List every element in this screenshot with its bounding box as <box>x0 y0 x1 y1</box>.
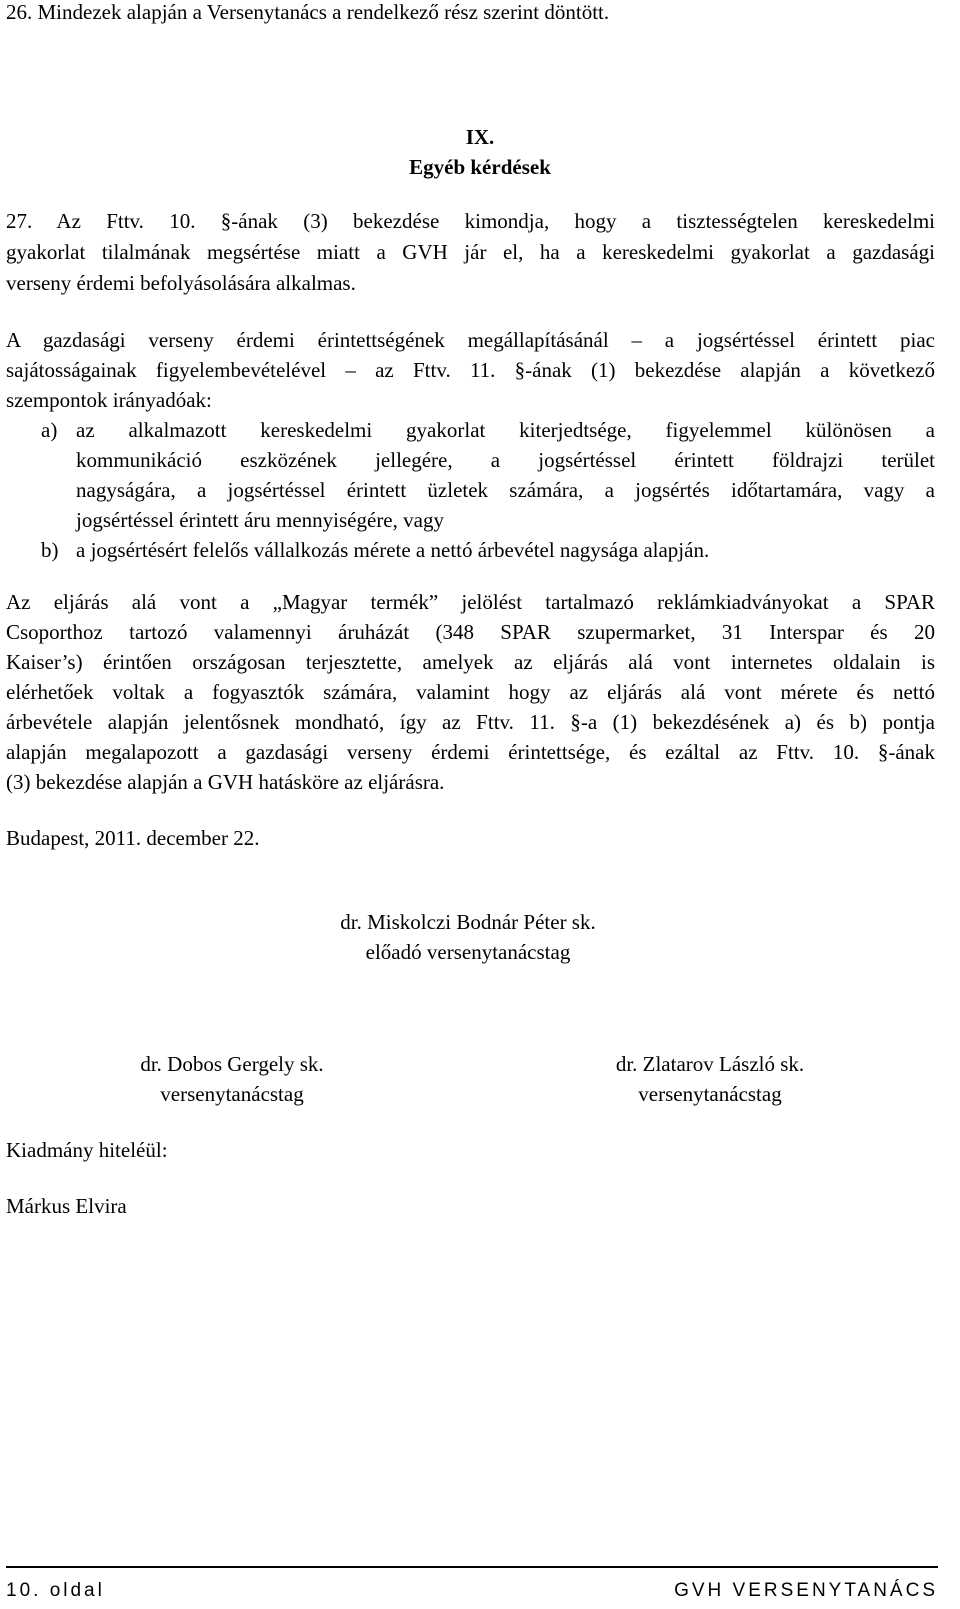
certifier-name: Márkus Elvira <box>6 1194 127 1218</box>
rapporteur-role: előadó versenytanácstag <box>365 940 571 964</box>
spar-paragraph-line: elérhetőek voltak a fogyasztók számára, valamint hogy az eljárás alá vont mérete és nettó <box>6 680 935 704</box>
footer-rule <box>6 1566 938 1568</box>
list-marker-b: b) <box>41 538 59 562</box>
rapporteur-name: dr. Miskolczi Bodnár Péter sk. <box>340 910 596 934</box>
spar-paragraph-line: Az eljárás alá vont a „Magyar termék” jelölést tartalmazó reklámkiadványokat a SPAR <box>6 590 935 614</box>
list-item-a-line: kommunikáció eszközének jellegére, a jogsértéssel érintett földrajzi terület <box>76 448 935 472</box>
paragraph-27-line: verseny érdemi befolyásolására alkalmas. <box>6 271 356 295</box>
member1-role: versenytanácstag <box>160 1082 304 1106</box>
member1-name: dr. Dobos Gergely sk. <box>140 1052 324 1076</box>
paragraph-26: 26. Mindezek alapján a Versenytanács a rendelkező rész szerint döntött. <box>6 0 610 24</box>
member2-role: versenytanácstag <box>638 1082 782 1106</box>
paragraph-27-line: gyakorlat tilalmának megsértése miatt a GVH jár el, ha a kereskedelmi gyakorlat a gazdasági <box>6 240 935 264</box>
list-item-a-line: nagyságára, a jogsértéssel érintett üzletek számára, a jogsértés időtartamára, vagy a <box>76 478 935 502</box>
criteria-line: sajátosságainak figyelembevételével – az Fttv. 11. §-ának (1) bekezdése alapján a következő <box>6 358 935 382</box>
list-item-a-line: jogsértéssel érintett áru mennyiségére, vagy <box>76 508 444 532</box>
list-item-b: a jogsértésért felelős vállalkozás mérete a nettó árbevétel nagysága alapján. <box>76 538 710 562</box>
section-number: IX. <box>465 125 495 149</box>
criteria-line: A gazdasági verseny érdemi érintettségének megállapításánál – a jogsértéssel érintett piac <box>6 328 935 352</box>
footer-page-number: 10. oldal <box>6 1580 105 1601</box>
member2-name: dr. Zlatarov László sk. <box>615 1052 805 1076</box>
place-date: Budapest, 2011. december 22. <box>6 826 260 850</box>
footer-organization: GVH VERSENYTANÁCS <box>674 1580 938 1601</box>
spar-paragraph-line: Kaiser’s) érintően országosan terjesztette, amelyek az eljárás alá vont internetes oldalain is <box>6 650 935 674</box>
criteria-line: szempontok irányadóak: <box>6 388 212 412</box>
spar-paragraph-line: (3) bekezdése alapján a GVH hatásköre az eljárásra. <box>6 770 445 794</box>
spar-paragraph-line: árbevétele alapján jelentősnek mondható, így az Fttv. 11. §-a (1) bekezdésének a) és b) pontja <box>6 710 935 734</box>
list-marker-a: a) <box>41 418 58 442</box>
certified-label: Kiadmány hiteléül: <box>6 1138 168 1162</box>
section-title: Egyéb kérdések <box>409 155 551 179</box>
list-item-a-line: az alkalmazott kereskedelmi gyakorlat kiterjedtsége, figyelemmel különösen a <box>76 418 935 442</box>
spar-paragraph-line: Csoporthoz tartozó valamennyi áruházát (348 SPAR szupermarket, 31 Interspar és 20 <box>6 620 935 644</box>
paragraph-27-line: 27. Az Fttv. 10. §-ának (3) bekezdése kimondja, hogy a tisztességtelen kereskedelmi <box>6 209 935 233</box>
spar-paragraph-line: alapján megalapozott a gazdasági verseny érdemi érintettsége, és ezáltal az Fttv. 10. §-ának <box>6 740 935 764</box>
